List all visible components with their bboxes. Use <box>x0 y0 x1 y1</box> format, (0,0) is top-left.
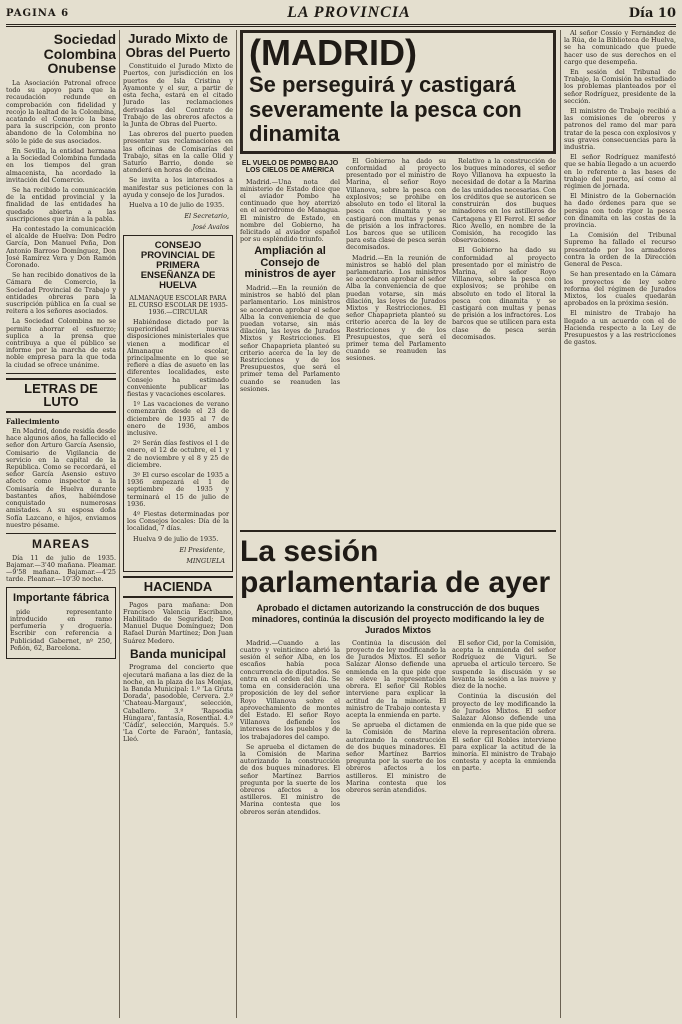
mareas-text: Día 11 de julio de 1935. Bajamar.—3'40 mañana. Pleamar.—9'58 mañana. Bajamar.—4'25 tarde. Pleamar.—10'30 noche. <box>6 553 116 584</box>
classified-ad <box>6 587 116 659</box>
consejo-subhead: ALMANAQUE ESCOLAR PARA EL CURSO ESCOLAR DE 1935-1936.—CIRCULAR <box>128 294 228 316</box>
article-paragraph: La Comisión del Tribunal Supremo ha fallado el recurso presentado por los armadores contra la orden de la Dirección General de Pesca. <box>564 231 676 269</box>
article-paragraph: El señor Rodríguez manifestó que se había llegado a un acuerdo en lo referente a las bases de trabajo del puerto, así como al régimen de jornada. <box>564 153 676 191</box>
article-paragraph: El ministro de Trabajo recibió a las comisiones de obreros y patronos del ramo del mar para tratar de la pesca con explosivos y sus graves consecuencias para la industria. <box>564 107 676 152</box>
article-paragraph: El Gobierno ha dado su conformidad al proyecto presentado por el ministro de Marina, el señor Royo Villanova, sobre la pesca con explosivos; se prohibe en absoluto en todo el litoral la pesca con dinamita y se castigará con multas y penas de prisión a los infractores. Los barcos que se utilicen para esta clase de pesca serán decomisados. <box>346 157 446 252</box>
article-paragraph: Se aprueba el dictamen de la Comisión de Marina autorizando la construcción de dos buques minadores. El señor Martínez Barrios pregunta por la suerte de los obreros afectos a los astilleros. El ministro de Marina contesta que los obreros serán atendidos. <box>346 721 446 794</box>
sesion-deck: Aprobado el dictamen autorizando la construcción de dos buques minadores, continúa la discusión del proyecto modificando la ley de Jurados Mixtos <box>251 602 545 635</box>
pombo-subhead: EL VUELO DE POMBO BAJO LOS CIELOS DE AMÉRICA <box>241 159 339 175</box>
column-6 <box>564 30 676 1018</box>
article-paragraph: Madrid.—En la reunión de ministros se habló del plan parlamentario. Los ministros se acordaron aprobar el señor Alba la conveniencia de que puedan votarse, sin más dilación, las leyes de Jurados Mixtos y Restricciones. El señor Chapaprieta planteó su criterio acerca de la ley de Restricciones y de los Presupuestos, que será el primer tema del Parlamento cuando se reanuden las sesiones. <box>240 284 340 393</box>
article-paragraph: 1º Las vacaciones de verano comenzarán desde el 23 de diciembre de 1935 al 7 de enero de 1936, ambos inclusive. <box>127 400 229 438</box>
sesion-subcolumn-1 <box>240 640 340 940</box>
dinamita-headline: Se perseguirá y castigará severamente la pesca con dinamita <box>249 72 522 147</box>
ad-text: pide representante introducido en ramo perfumería y droguería. Escribir con referencia a Publicidad Gabernet, nº 250, Peñón, 62, Barcelona. <box>10 607 112 652</box>
article-paragraph: El señor Cid, por la Comisión, acepta la enmienda del señor Rodríguez de Viguri. Se aprueba el artículo tercero. Se suspende la discusión y se levanta la sesión a las nueve y diez de la noche. <box>452 639 556 691</box>
consejo-ministros-subhead: Ampliación al Consejo de ministros de ayer <box>244 245 336 281</box>
colombina-headline: Sociedad Colombina Onubense <box>43 31 116 77</box>
ad-headline: Importante fábrica <box>13 592 109 605</box>
letras-subhead: Fallecimiento <box>6 417 60 427</box>
article-paragraph: El Ministro de la Gobernación ha dado órdenes para que se persiga con todo rigor la pesca con dinamita en las costas de la provincia. <box>564 192 676 230</box>
sesion-headline: La sesión parlamentaria de ayer <box>240 534 551 600</box>
madrid-subcolumn-1 <box>240 158 340 530</box>
sesion-columns <box>240 640 556 940</box>
article-paragraph: El ministro de Trabajo ha llegado a un acuerdo con el de Hacienda respecto a la Ley de Presupuestos y a las restricciones de gastos. <box>564 309 676 347</box>
article-paragraph: En sesión del Tribunal de Trabajo, la Comisión ha estudiado los problemas planteados por el señor Rodríguez, presidente de la sección. <box>564 68 676 105</box>
mareas-headline: MAREAS <box>31 536 90 551</box>
banda-text: Programa del concierto que ejecutará mañana a las diez de la noche, en la plaza de las Monjas, la Banda Municipal: 1.º 'La Gruta Dorada', pasodoble, Cervera. 2.º 'Chateau-Margaux', selección, Caballero. 3.º 'Rapsodia Húngara', fantasía, Rosenthal. 4.º 'Cádiz', selección, Marqués. 5.º 'La Corte de Faraón', fantasía, Lleó. <box>123 663 233 744</box>
signature-title: El Presidente, <box>179 545 225 554</box>
newspaper-title: LA PROVINCIA <box>287 4 411 21</box>
sesion-section <box>240 530 556 940</box>
column-rule <box>119 30 120 1018</box>
madrid-headline: (MADRID) <box>249 32 417 73</box>
madrid-subcolumn-2 <box>346 158 446 530</box>
madrid-columns <box>240 158 556 530</box>
consejo-headline: CONSEJO PROVINCIAL DE PRIMERA ENSEÑANZA DE HUELVA <box>140 240 216 292</box>
article-paragraph: Ha contestado la comunicación el alcalde de Huelva: Don Pedro García, Don Manuel Peña, Don Antonio Barroso Domínguez, Don José Ramírez Vera y Don Ramón Coronado. <box>6 224 116 269</box>
column-1 <box>6 30 116 1018</box>
article-paragraph: Las obreros del puerto pueden presentar sus reclamaciones en las oficinas de Comisarías del Trabajo, sitas en la calle Olid y Saturio Barrio, donde se atenderá en horas de oficina. <box>123 130 233 175</box>
date-line: Huelva a 10 de julio de 1935. <box>129 200 225 209</box>
page-number: PAGINA 6 <box>6 7 70 19</box>
article-paragraph: En Sevilla, la entidad hermana a la Sociedad Colombina fundada en los tiempos del gran almacenista, ha acordado la invitación del Comercio. <box>6 146 116 184</box>
article-paragraph: El Gobierno ha dado su conformidad al proyecto presentado por el ministro de Marina, el señor Royo Villanova, sobre la pesca con explosivos; se prohibe en absoluto en todo el litoral la pesca con dinamita y se castigará con multas y penas de prisión a los infractores. Los barcos que se utilicen para esta clase de pesca serán decomisados. <box>452 246 556 341</box>
main-story <box>240 30 556 1018</box>
article-paragraph: Se ha recibido la comunicación de la entidad provincial y la finalidad de las entidades ha quedado abierta a las suscripciones que irán a la pabla. <box>6 185 116 223</box>
article-paragraph: Se aprueba el dictamen de la Comisión de Marina autorizando la construcción de dos buques minadores. El señor Martínez Barrios pregunta por la suerte de los obreros afectos a los astilleros. El ministro de Marina contesta que los obreros serán atendidos. <box>240 742 340 816</box>
article-paragraph: Constituido el Jurado Mixto de Puertos, con jurisdicción en los puertos de Isla Cristina y Ayamonte y el sur, a partir de esta fecha, estará en el citado Jurado las reclamaciones derivadas del Contrato de Trabajo de las obreros afectos a la Junta de Obras del Puerto. <box>123 62 233 128</box>
hacienda-text: Pagos para mañana: Don Francisco Valencia Escribano, Habilitado de Seguridad; Don Manuel Duque Domínguez; Don Rafael Durán Martínez; Don Juan Suárez Medero. <box>123 600 233 645</box>
article-paragraph: Se han presentado en la Cámara los proyectos de ley sobre reforma del régimen de Jurados Mixtos, los cuales quedarán aprobados en la próxima sesión. <box>564 270 676 308</box>
jurado-headline: Jurado Mixto de Obras del Puerto <box>125 31 231 60</box>
signature-name: José Avalos <box>192 223 229 232</box>
madrid-banner <box>240 30 556 154</box>
article-paragraph: Relativo a la construcción de los buques minadores, el señor Royo Villanova ha expuesto la necesidad de dotar a la Marina de las unidades necesarias. Con los créditos que se autoricen se construirán dos buques minadores en los astilleros de Cartagena y El Ferrol. El señor Rico Avello, en nombre de la Comisión, ha recogido las observaciones. <box>452 157 556 245</box>
column-2 <box>123 30 233 1018</box>
date-line: Huelva 9 de julio de 1935. <box>133 534 219 543</box>
article-paragraph: Habiéndose dictado por la superioridad nuevas disposiciones ministeriales que vienen a modificar el Almanaque escolar, principalmente en lo que se refiere a días de asueto en las diferentes localidades, este Consejo ha estimado conveniente publicar las fiestas y vacaciones escolares. <box>127 317 229 399</box>
letras-headline: LETRAS DE LUTO <box>6 378 116 413</box>
article-paragraph: Madrid.—En la reunión de ministros se habló del plan parlamentario. Los ministros se acordaron aprobar el señor Alba la conveniencia de que puedan votarse, sin más dilación, las leyes de Jurados Mixtos y Restricciones. El señor Chapaprieta planteó su criterio acerca de la ley de Restricciones y de los Presupuestos, que será el primer tema del Parlamento cuando se reanuden las sesiones. <box>346 253 446 363</box>
column-rule <box>236 30 237 1018</box>
article-paragraph: La Sociedad Colombina no se permite ahorrar el esfuerzo; suplica a la prensa que contribuya a que el público se informe por la marcha de esta noble empresa para la que toda la ciudad se ofrece unánime. <box>6 317 116 369</box>
sesion-subcolumn-3 <box>452 640 556 940</box>
signature-title: El Secretario, <box>184 212 229 221</box>
article-paragraph: 4º Fiestas determinadas por los Consejos locales: Día de la localidad, 7 días. <box>127 510 229 533</box>
article-paragraph: Al señor Cossío y Fernández de la Rúa, de la Biblioteca de Huelva, se ha comunicado que puede hacer uso de sus derechos en el cargo que desempeña. <box>564 30 676 66</box>
letras-text: En Madrid, donde residía desde hace algunos años, ha fallecido el señor don Arturo García Asensio, Comisario de Vigilancia de servicio en la capital de la República. Como se recordará, el señor García Asensio estuvo afecto como inspector a la Comisaría de Huelva durante bastantes años, habiéndose conquistado numerosas amistades. A su esposa doña Sofía Lazcano, e hijos, enviamos nuestro pésame. <box>6 427 116 529</box>
article-paragraph: Madrid.—Cuando a las cuatro y veinticinco abrió la sesión el señor Alba, en los escaños había poca concurrencia de diputados. Se entra en el orden del día. Se toma en consideración una proposición de ley del señor Royo Villanova sobre el aprovechamiento de montes del Estado. El señor Royo Villanova defiende los intereses de los pueblos y de los trabajadores del campo. <box>240 639 340 741</box>
sesion-subcolumn-2 <box>346 640 446 940</box>
article-paragraph: Continúa la discusión del proyecto de ley modificando la de Jurados Mixtos. El señor Salazar Alonso defiende una enmienda en la que pide que se eleve la representación obrera. El señor Gil Robles interviene para explicar la actitud de la minoría. El ministro de Trabajo contesta y acepta la enmienda en parte. <box>452 692 556 773</box>
signature-name: MINGUELA <box>186 556 225 565</box>
divider <box>6 373 116 374</box>
masthead <box>6 2 676 27</box>
article-paragraph: La Asociación Patronal ofrece todo su apoyo para que la recaudación redunde en comprobación con fidelidad y recojo la lealtad de la Colombina, acatando el Comercio la base para la suscripción, con pronto abandono de la Colombina no sólo le pide de sus asociados. <box>6 79 116 145</box>
madrid-subcolumn-3 <box>452 158 556 530</box>
article-paragraph: 2º Serán días festivos el 1 de enero, el 12 de octubre, el 1 y 2 de noviembre y el 8 y 25 de diciembre. <box>127 439 229 469</box>
article-paragraph: Se han recibido donativos de la Cámara de Comercio, la Sociedad Provincial de Trabajo y entidades obreras para la suscripción pública en la cual se reitera a los señores asociados. <box>6 271 116 316</box>
article-paragraph: Se invita a los interesados a manifestar sus peticiones con la ayuda y consejo de los Jurados. <box>123 176 233 199</box>
consejo-box <box>123 235 233 572</box>
page-date: Día 10 <box>628 5 676 21</box>
divider <box>6 533 116 534</box>
banda-headline: Banda municipal <box>129 646 227 661</box>
hacienda-headline: HACIENDA <box>123 576 233 598</box>
article-paragraph: Madrid.—Una nota del ministerio de Estado dice que el aviador Pombo ha continuado que hoy aterrizó en el aeródromo de Managua. El ministro de Estado, en nombre del Gobierno, ha felicitado al aviador español por su espléndido triunfo. <box>240 177 340 244</box>
article-paragraph: Continúa la discusión del proyecto de ley modificando la de Jurados Mixtos. El señor Salazar Alonso defiende una enmienda en la que pide que se eleve la representación obrera. El señor Gil Robles interviene para explicar la actitud de la minoría. El ministro de Trabajo contesta y acepta la enmienda en parte. <box>346 639 446 719</box>
article-paragraph: 3º El curso escolar de 1935 a 1936 empezará el 1 de septiembre de 1935 y terminará el 15 de julio de 1936. <box>127 471 229 508</box>
column-rule <box>560 30 561 1018</box>
